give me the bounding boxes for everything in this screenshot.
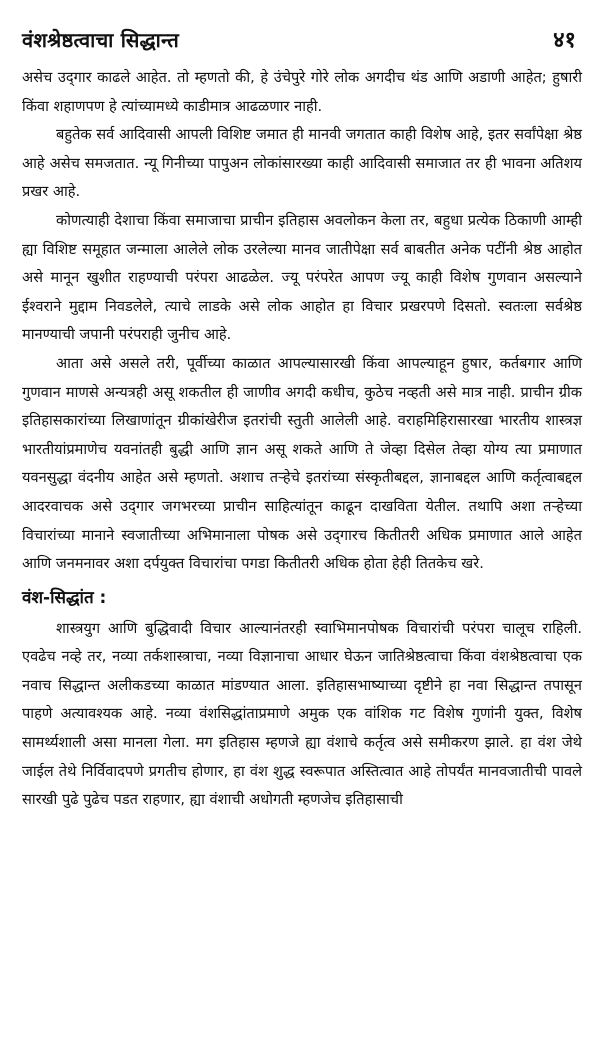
- paragraph: कोणत्याही देशाचा किंवा समाजाचा प्राचीन इतिहास अवलोकन केला तर, बहुधा प्रत्येक ठिकाणी आम्ही ह्या विशिष्ट समूहात जन्माला आलेले लोक उरलेल्या मानव जातीपेक्षा सर्व बाबतीत अनेक पटींनी श्रेष्ठ आहोत असे मानून खुशीत राहण्याची परंपरा आढळेल. ज्यू परंपरेत आपण ज्यू काही विशेष गुणवान असल्याने ईश्वराने मुद्दाम निवडलेले, त्याचे लाडके असे लोक आहोत हा विचार प्रखरपणे दिसतो. स्वतःला सर्वश्रेष्ठ मानण्याची जपानी परंपराही जुनीच आहे.: [22, 211, 582, 344]
- paragraph: शास्त्रयुग आणि बुद्धिवादी विचार आल्यानंतरही स्वाभिमानपोषक विचारांची परंपरा चालूच राहिली. एवढेच नव्हे तर, नव्या तर्कशास्त्राचा, नव्या विज्ञानाचा आधार घेऊन जातिश्रेष्ठत्वाचा किंवा वंशश्रेष्ठत्वाचा एक नवाच सिद्धान्त अलीकडच्या काळात मांडण्यात आला. इतिहासभाष्याच्या दृष्टीने हा नवा सिद्धान्त तपासून पाहणे अत्यावश्यक आहे. नव्या वंशसिद्धांताप्रमाणे अमुक एक वांशिक गट विशेष गुणांनी युक्त, विशेष सामर्थ्यशाली असा मानला गेला. मग इतिहास म्हणजे ह्या वंशाचे कर्तृत्व असे समीकरण झाले. हा वंश जेथे जाईल तेथे निर्विवादपणे प्रगतीच होणार, हा वंश शुद्ध स्वरूपात अस्तित्वात आहे तोपर्यंत मानवजातीची पावले सारखी पुढे पुढेच पडत राहणार, ह्या वंशाची अधोगती म्हणजेच इतिहासाची: [22, 619, 582, 809]
- page-body: [22, 64, 582, 815]
- running-head: वंशश्रेष्ठत्वाचा सिद्धान्त: [22, 28, 179, 52]
- page-number: ४१: [553, 28, 576, 53]
- paragraph-continued: असेच उद्‌गार काढले आहेत. तो म्हणतो की, हे उंचेपुरे गोरे लोक अगदीच थंड आणि अडाणी आहेत; हुषारी किंवा शहाणपण हे त्यांच्यामध्ये काडीमात्र आढळणार नाही.: [22, 69, 582, 115]
- page-header: [22, 24, 582, 64]
- paragraph: आता असे असले तरी, पूर्वीच्या काळात आपल्यासारखी किंवा आपल्याहून हुषार, कर्तबगार आणि गुणवान माणसे अन्यत्रही असू शकतील ही जाणीव अगदी कधीच, कुठेच नव्हती असे मात्र नाही. प्राचीन ग्रीक इतिहासकारांच्या लिखाणांतून ग्रीकांखेरीज इतरांची स्तुती आलेली आहे. वराहमिहिरासारखा भारतीय शास्त्रज्ञ भारतीयांप्रमाणेच यवनांतही बुद्धी आणि ज्ञान असू शकते आणि ते जेव्हा दिसेल तेव्हा योग्य त्या प्रमाणात यवनसुद्धा वंदनीय आहेत असे म्हणतो. अशाच तऱ्हेचे इतरांच्या संस्कृतीबद्दल, ज्ञानाबद्दल आणि कर्तृत्वाबद्दल आदरवाचक असे उद्‌गार जगभरच्या प्राचीन साहित्यांतून काढून दाखविता येतील. तथापि अशा तऱ्हेच्या विचारांच्या मानाने स्वजातीच्या अभिमानाला पोषक असे उद्‌गारच कितीतरी अधिक प्रमाणात आले आहेत आणि जनमनावर अशा दर्पयुक्त विचारांचा पगडा कितीतरी अधिक होता हेही तितकेच खरे.: [22, 354, 582, 573]
- paragraph: बहुतेक सर्व आदिवासी आपली विशिष्ट जमात ही मानवी जगतात काही विशेष आहे, इतर सर्वांपेक्षा श्रेष्ठ आहे असेच समजतात. न्यू गिनीच्या पापुअन लोकांसारख्या काही आदिवासी समाजात तर ही भावना अतिशय प्रखर आहे.: [22, 126, 582, 201]
- section-heading: वंश-सिद्धांत :: [22, 587, 107, 608]
